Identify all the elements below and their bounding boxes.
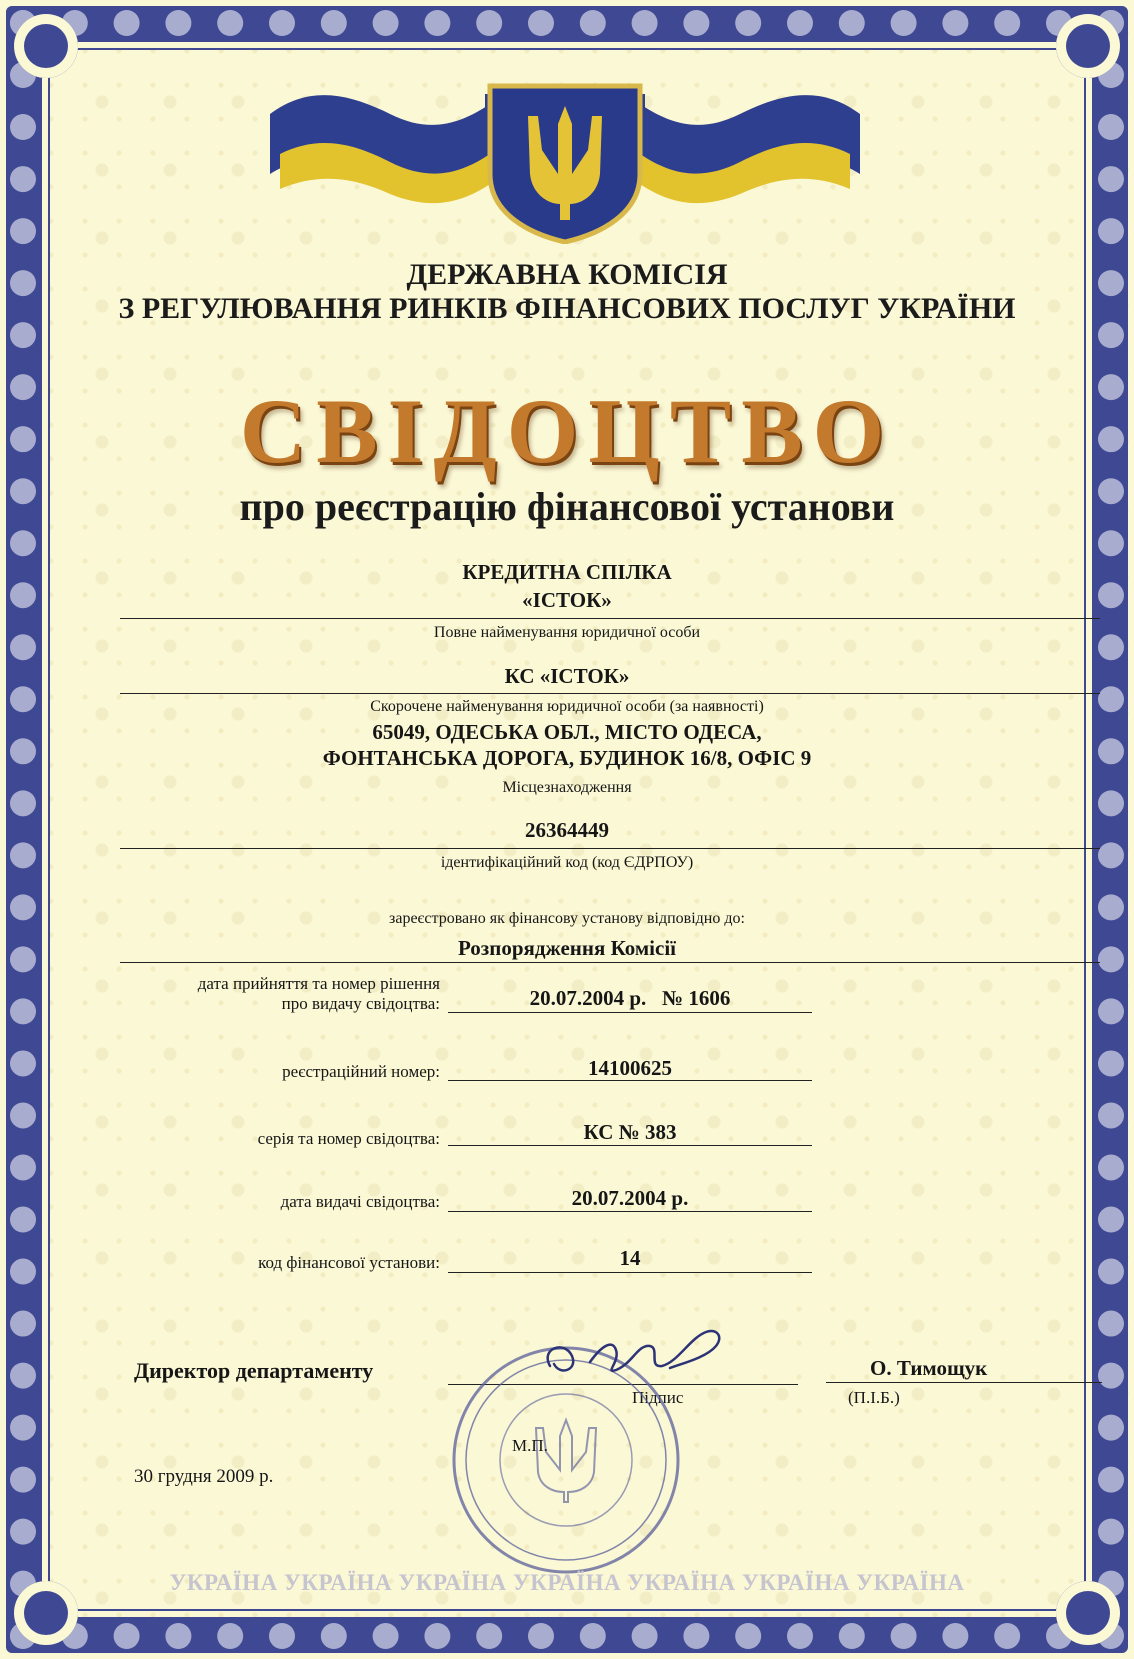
short-name-caption: Скорочене найменування юридичної особи (за наявності) xyxy=(370,698,764,715)
decision-value: 20.07.2004 р. № 1606 xyxy=(529,986,731,1010)
corner-ornament xyxy=(1056,14,1120,78)
full-name-underline xyxy=(120,618,1100,619)
certificate-title: СВІДОЦТВО xyxy=(239,380,895,482)
basis-underline xyxy=(120,962,1100,963)
issue-date-label: дата видачі свідоцтва: xyxy=(280,1192,440,1211)
name-caption: (П.І.Б.) xyxy=(848,1388,900,1407)
reg-number-underline xyxy=(448,1080,812,1081)
series-underline xyxy=(448,1145,812,1146)
issue-date-underline xyxy=(448,1211,812,1212)
edrpou-code: 26364449 xyxy=(525,818,609,842)
address-caption: Місцезнаходження xyxy=(502,779,632,796)
fin-code-label: код фінансової установи: xyxy=(258,1253,440,1272)
series-label: серія та номер свідоцтва: xyxy=(257,1129,440,1148)
decision-label-line-1: дата прийняття та номер рішення xyxy=(197,974,440,993)
issuer-line-2: З РЕГУЛЮВАННЯ РИНКІВ ФІНАНСОВИХ ПОСЛУГ УКРАЇНИ xyxy=(118,292,1016,325)
trident-shield xyxy=(490,86,640,242)
issue-place-date: 30 грудня 2009 р. xyxy=(134,1466,274,1487)
address-line-2: ФОНТАНСЬКА ДОРОГА, БУДИНОК 16/8, ОФІС 9 xyxy=(322,746,812,770)
signatory-position: Директор департаменту xyxy=(134,1358,374,1383)
full-name-line-1: КРЕДИТНА СПІЛКА xyxy=(462,560,672,584)
issuer-name xyxy=(0,258,1134,326)
signature-caption: Підпис xyxy=(632,1388,684,1407)
stamp-mark: М.П. xyxy=(512,1436,548,1455)
full-name-caption: Повне найменування юридичної особи xyxy=(433,624,701,641)
reg-number-label: реєстраційний номер: xyxy=(282,1062,440,1081)
code-caption: ідентифікаційний код (код ЄДРПОУ) xyxy=(440,854,694,871)
registration-basis: Розпорядження Комісії xyxy=(458,936,676,960)
signatory-name: О. Тимощук xyxy=(870,1356,988,1380)
code-underline xyxy=(120,848,1100,849)
coat-of-arms-emblem xyxy=(270,54,860,244)
full-name-line-2: «ІСТОК» xyxy=(522,588,612,612)
reg-number-value: 14100625 xyxy=(588,1056,672,1080)
series-value: КС № 383 xyxy=(583,1120,677,1144)
watermark-footer: УКРАЇНА УКРАЇНА УКРАЇНА УКРАЇНА УКРАЇНА УКРАЇНА УКРАЇНА xyxy=(169,1570,965,1595)
corner-ornament xyxy=(14,1581,78,1645)
short-name-underline xyxy=(120,693,1100,694)
flag-ribbon-left xyxy=(270,95,490,203)
short-name: КС «ІСТОК» xyxy=(504,664,630,688)
fin-code-value: 14 xyxy=(619,1246,641,1270)
certificate-subtitle: про реєстрацію фінансової установи xyxy=(239,484,895,529)
flag-ribbon-right xyxy=(640,95,860,203)
decision-label-line-2: про видачу свідоцтва: xyxy=(281,994,440,1013)
address-line-1: 65049, ОДЕСЬКА ОБЛ., МІСТО ОДЕСА, xyxy=(372,720,762,744)
issue-date-value: 20.07.2004 р. xyxy=(571,1186,689,1210)
fin-code-underline xyxy=(448,1272,812,1273)
handwritten-signature xyxy=(520,1318,750,1388)
corner-ornament xyxy=(14,14,78,78)
registration-intro: зареєстровано як фінансову установу відповідно до: xyxy=(389,910,745,927)
corner-ornament xyxy=(1056,1581,1120,1645)
name-underline xyxy=(826,1382,1102,1383)
issuer-line-1: ДЕРЖАВНА КОМІСІЯ xyxy=(406,258,728,291)
decision-label xyxy=(110,974,440,1014)
decision-underline xyxy=(448,1012,812,1013)
